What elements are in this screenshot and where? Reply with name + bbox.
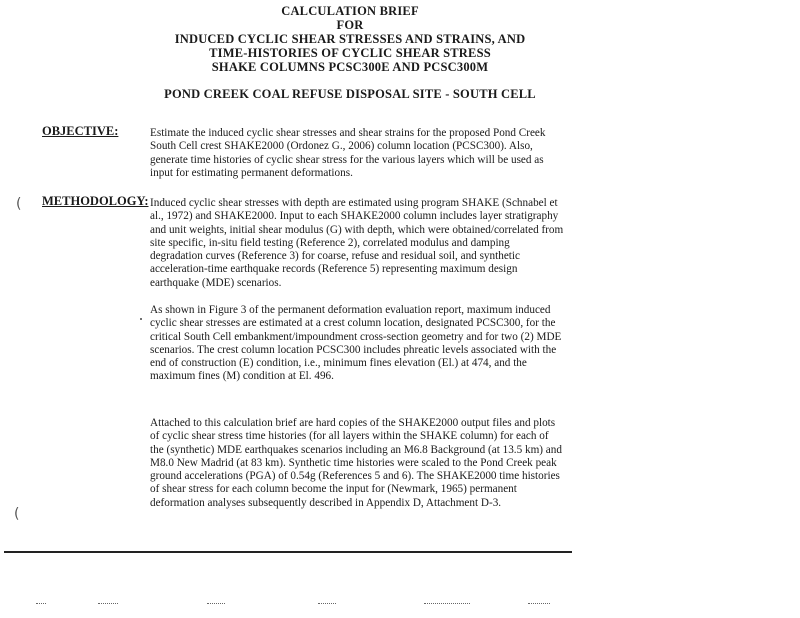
footer-dots xyxy=(424,603,470,605)
title-line-2: FOR xyxy=(336,18,364,32)
methodology-text-3: Attached to this calculation brief are hard copies of the SHAKE2000 output files and plots of cyclic shear stress time histories (for all layers within the SHAKE column) for each of the (synthetic) MDE earthquakes scenarios including an M6.8 Background (at 13.5 km) and M8.0 New Madrid (at 83 km). Synthetic time histories were scaled to the Pond Creek peak ground accelerations (PGA) of 0.54g (References 5 and 6). The SHAKE2000 time histories of shear stress for each column become the input for (Newmark, 1965) permanent deformation analyses subsequently described in Appendix D, Attachment D-3. xyxy=(150,417,562,509)
footer-dots xyxy=(36,603,46,605)
methodology-label: METHODOLOGY: xyxy=(42,194,149,208)
bottom-rule xyxy=(4,551,572,553)
footer-dots xyxy=(98,603,118,605)
objective-paragraph: Estimate the induced cyclic shear stresses and shear strains for the proposed Pond Creek South Cell crest SHAKE2000 (Ordonez G., 2006) column location (PCSC300). Also, generate time histories of cyclic shear stress for the various layers which will be used as input for estimating permanent deformations. xyxy=(150,127,546,179)
title-line-3: INDUCED CYCLIC SHEAR STRESSES AND STRAINS, AND xyxy=(174,32,526,46)
methodology-paragraph-2 xyxy=(150,304,565,384)
methodology-text-1: Induced cyclic shear stresses with depth are estimated using program SHAKE (Schnabel et al., 1972) and SHAKE2000. Input to each SHAKE2000 column includes layer stratigraphy and unit weights, initial shear modulus (G) with depth, which were obtained/correlated from site specific, in-situ field testing (Reference 2), correlated modulus and damping degradation curves (Reference 3) for coarse, refuse and residual soil, and synthetic acceleration-time earthquake records (Reference 5) representing maximum design earthquake (MDE) scenarios. xyxy=(150,197,564,289)
document-title xyxy=(100,4,600,74)
methodology-paragraph-3 xyxy=(150,417,565,510)
scan-speck xyxy=(140,318,142,320)
title-line-1: CALCULATION BRIEF xyxy=(281,4,419,18)
site-subtitle: POND CREEK COAL REFUSE DISPOSAL SITE - SOUTH CELL xyxy=(164,87,536,101)
objective-text xyxy=(150,127,565,180)
scan-mark: ( xyxy=(16,196,22,212)
title-line-4: TIME-HISTORIES OF CYCLIC SHEAR STRESS xyxy=(209,46,491,60)
methodology-paragraph-1 xyxy=(150,197,565,290)
title-line-5: SHAKE COLUMNS PCSC300E AND PCSC300M xyxy=(211,60,489,74)
objective-label: OBJECTIVE: xyxy=(42,124,119,138)
methodology-text-2: As shown in Figure 3 of the permanent deformation evaluation report, maximum induced cyclic shear stresses are estimated at a crest column location, designated PCSC300, for the critical South Cell embankment/impoundment cross-section geometry and for two (2) MDE scenarios. The crest column location PCSC300 includes phreatic levels associated with the end of construction (E) condition, i.e., minimum fines elevation (El.) at 474, and the maximum fines (M) condition at El. 496. xyxy=(150,304,562,383)
footer-dots xyxy=(318,603,336,605)
footer-dots xyxy=(528,603,550,605)
scan-mark: ( xyxy=(14,506,20,522)
footer-dots xyxy=(207,603,225,605)
